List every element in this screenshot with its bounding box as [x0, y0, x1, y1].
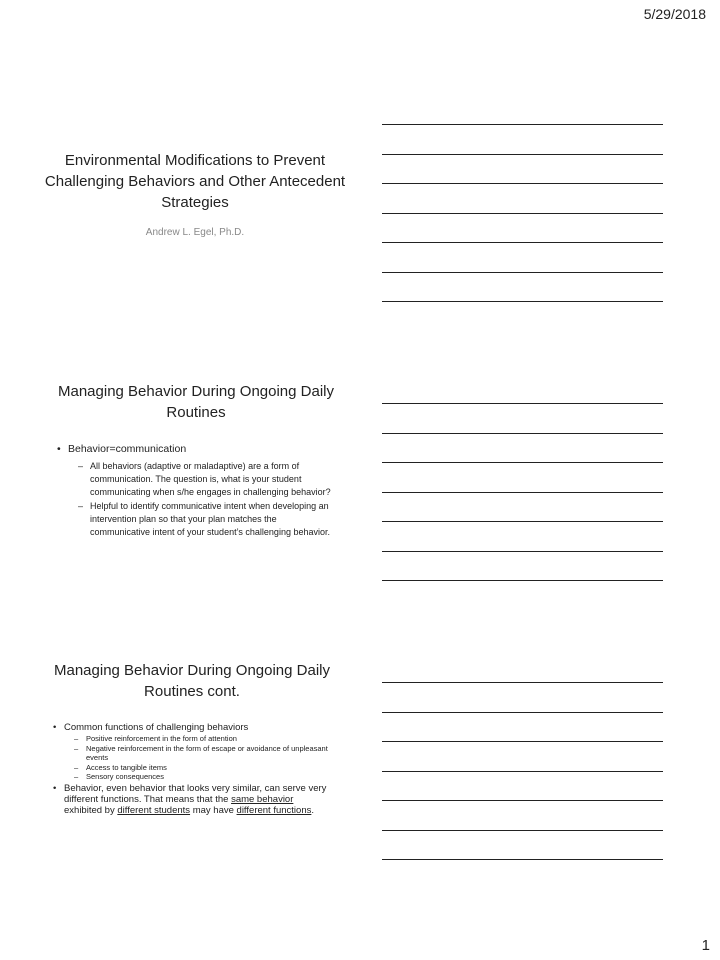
bullet-item: [52, 722, 332, 782]
bullet-text: .: [311, 804, 314, 816]
note-line: [382, 521, 663, 522]
note-line: [382, 462, 663, 463]
note-line: [382, 301, 663, 302]
underlined-text: different students: [117, 804, 191, 816]
page-number: 1: [701, 937, 710, 954]
notes-lines: [382, 682, 663, 889]
bullet-item: [56, 443, 336, 539]
note-line: [382, 771, 663, 772]
slide-subtitle: Andrew L. Egel, Ph.D.: [145, 227, 245, 238]
slide-body: [52, 722, 332, 816]
subbullet-item: – All behaviors (adaptive or maladaptive) are a form of communication. The question is, what is your student communicating when s/he engages in challenging behavior?: [78, 460, 336, 499]
slide-title: Managing Behavior During Ongoing Daily Routines cont.: [54, 662, 330, 700]
note-line: [382, 403, 663, 404]
note-line: [382, 154, 663, 155]
note-line: [382, 124, 663, 125]
note-line: [382, 712, 663, 713]
note-line: [382, 492, 663, 493]
note-line: [382, 859, 663, 860]
bullet-text: Behavior, even behavior that looks very similar, can serve very different functions. That means that the: [64, 782, 327, 805]
underlined-text: different functions: [236, 804, 312, 816]
note-line: [382, 741, 663, 742]
notes-lines: [382, 124, 663, 331]
underlined-text: same behavior: [231, 793, 294, 805]
slide-title: Environmental Modifications to Prevent Challenging Behaviors and Other Antecedent Strategies: [44, 152, 346, 211]
bullet-text: exhibited by: [64, 804, 118, 816]
bullet-text: Behavior=communication: [68, 443, 187, 455]
subbullet-item: – Access to tangible items: [74, 763, 332, 773]
subbullet-item: – Helpful to identify communicative intent when developing an intervention plan so that your plan matches the communicative intent of your student’s challenging behavior.: [78, 500, 336, 539]
slide-body: [56, 443, 336, 539]
subbullet-item: – Positive reinforcement in the form of attention: [74, 734, 332, 744]
bullet-text: may have: [190, 804, 237, 816]
notes-lines: [382, 403, 663, 610]
bullet-item: [52, 783, 332, 816]
note-line: [382, 580, 663, 581]
subbullet-item: – Negative reinforcement in the form of escape or avoidance of unpleasant events: [74, 744, 332, 763]
note-line: [382, 213, 663, 214]
note-line: [382, 433, 663, 434]
print-date: 5/29/2018: [643, 6, 706, 22]
note-line: [382, 830, 663, 831]
bullet-text: Common functions of challenging behaviors: [64, 722, 249, 733]
note-line: [382, 551, 663, 552]
subbullet-item: – Sensory consequences: [74, 772, 332, 782]
note-line: [382, 800, 663, 801]
note-line: [382, 682, 663, 683]
note-line: [382, 272, 663, 273]
slide-title: Managing Behavior During Ongoing Daily Routines: [58, 383, 334, 421]
note-line: [382, 183, 663, 184]
note-line: [382, 242, 663, 243]
